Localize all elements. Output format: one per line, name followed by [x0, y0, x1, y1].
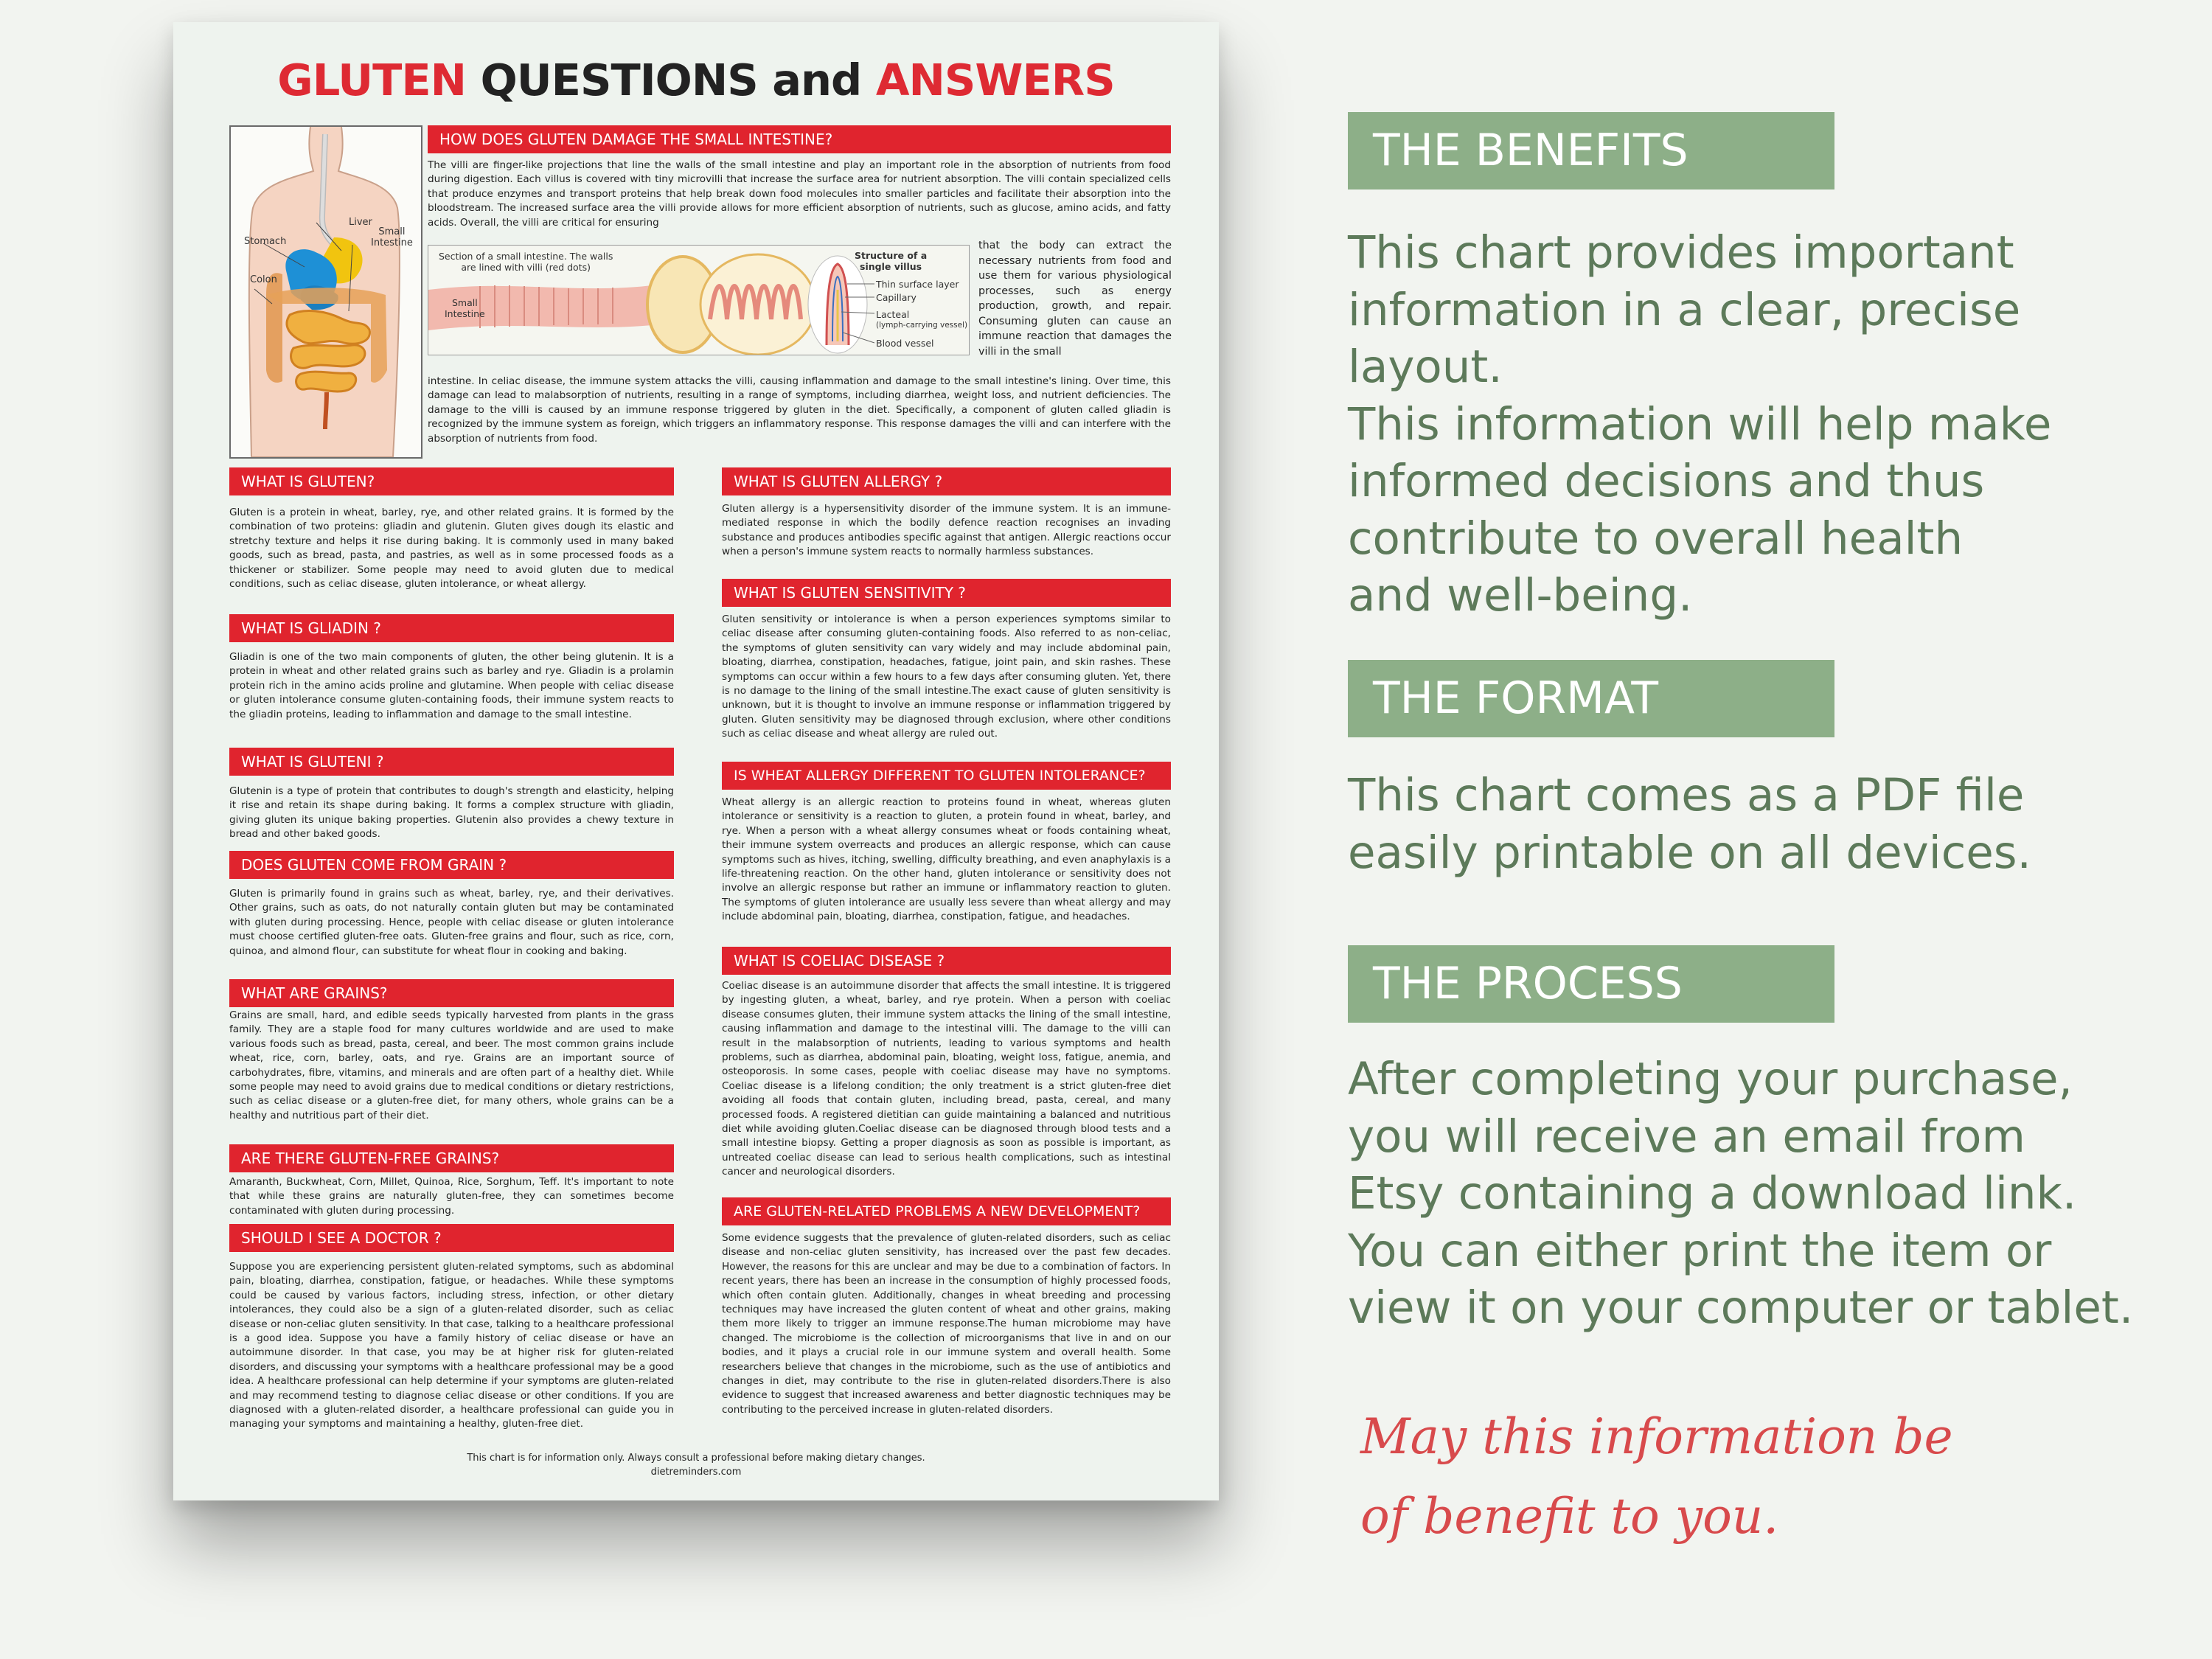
text-gluten-sensitivity: Gluten sensitivity or intolerance is when a person experiences symptoms similar to celiac disease after consuming gluten-containing foods. Also referred to as non-celiac, the symptoms of gluten sensitivity can vary widely and may include abdominal pain, bloating, diarrhea, constipation, headaches, fatigue, joint pain, and skin rashes. These symptoms can occur within a few hours to a few days after consuming gluten. Yet, there is no damage to the lining of the small intestine.The exact cause of gluten sensitivity is unknown, but it is thought to involve an immune response or inflammation triggered by gluten. Gluten sensitivity may be diagnosed through exclusion, where other conditions such as celiac disease and wheat allergy are ruled out.: [722, 613, 1171, 740]
text-gluten-from-grain: Gluten is primarily found in grains such as wheat, barley, rye, and their derivatives. Other grains, such as oats, do not naturally contain gluten but may be contaminated with gluten during processing. Hence, people with celiac disease or gluten intolerance must choose certified gluten-free oats. Gluten-free grains and flour, such as rice, corn, quinoa, and almond flour, can substitute for wheat flour in cooking and baking.: [229, 888, 674, 957]
heading-coeliac-disease: WHAT IS COELIAC DISEASE ?: [722, 947, 1171, 975]
heading-gluten-free-grains: ARE THERE GLUTEN-FREE GRAINS?: [229, 1144, 674, 1172]
label-lacteal-note: (lymph-carrying vessel): [876, 321, 968, 330]
text-what-are-grains: Grains are small, hard, and edible seeds typically harvested from plants in the grass family. They are a staple food for many cultures worldwide and are used to make various foods such as bread, pasta, cereal, and beer. The most common grains include wheat, rice, corn, barley, oats, and rye. Grains are an important source of carbohydrates, fibre, vitamins, and minerals and are often part of a healthy diet. While some people may need to avoid grains due to medical conditions or dietary restrictions, such as celiac disease or a gluten-free diet, for many others, whole grains can be a healthy and nutritious part of their diet.: [229, 1009, 674, 1121]
label-blood-vessel: Blood vessel: [876, 338, 934, 349]
format-heading: THE FORMAT: [1348, 660, 1834, 737]
text-what-is-gliadin: Gliadin is one of the two main components of gluten, the other being glutenin. It is a protein in wheat and other related grains such as barley and rye. Gliadin is a prolamin protein rich in the amino acids proline and glutamine. When people with celiac disease or gluten intolerance consume gluten-containing foods, their immune system reacts to the gliadin proteins, leading to inflammation and damage to the small intestine.: [229, 651, 674, 720]
label-thin-surface: Thin surface layer: [876, 279, 959, 290]
text-what-is-glutenin: Glutenin is a type of protein that contributes to dough's strength and elasticity, helping it rise and retain its shape during baking. It forms a complex structure with gliadin, giving gluten its unique baking properties. Glutenin also provides a chewy texture in bread and other baked goods.: [229, 785, 674, 841]
label-colon: Colon: [250, 274, 277, 285]
text-new-development: Some evidence suggests that the prevalence of gluten-related disorders, such as celiac disease and non-celiac gluten sensitivity, has increased over the past few decades. However, the reasons for this are unclear and may be due to a combination of factors. In recent years, there has been an increase in the consumption of highly processed foods, which often contain gluten. Additionally, changes in wheat breeding and processing techniques may have increased the gluten content of wheat and other grains, making them more likely to trigger an immune response.The human microbiome may have changed. The microbiome is the collection of microorganisms that live in and on our bodies, and it plays a crucial role in our immune system and overall health. Some researchers believe that changes in the microbiome, such as the use of antibiotics and changes in diet, may contribute to the rise in gluten-related disorders.There is also evidence to suggest that increased awareness and better diagnostic techniques may be contributing to the perceived increase in gluten-related disorders.: [722, 1232, 1171, 1416]
label-small-intestine-2: Small Intestine: [445, 297, 485, 319]
heading-gluten-sensitivity: WHAT IS GLUTEN SENSITIVITY ?: [722, 579, 1171, 607]
label-capillary: Capillary: [876, 292, 917, 303]
title-word-gluten: GLUTEN: [277, 55, 467, 105]
label-stomach: Stomach: [244, 236, 287, 247]
heading-what-are-grains: WHAT ARE GRAINS?: [229, 979, 674, 1007]
poster-title: [173, 55, 1219, 105]
heading-new-development: ARE GLUTEN-RELATED PROBLEMS A NEW DEVELOPMENT?: [722, 1197, 1171, 1225]
label-section-of-intestine: Section of a small intestine. The walls are lined with villi (red dots): [439, 251, 613, 273]
text-gluten-allergy: Gluten allergy is a hypersensitivity disorder of the immune system. It is an immune-mediated response in which the bodily defence reaction recognises an invading substance and produces antibodies specific against that antigen. Allergic reactions occur when a person's immune system reacts to normally harmless substances.: [722, 503, 1171, 558]
heading-what-is-gliadin: WHAT IS GLIADIN ?: [229, 614, 674, 642]
title-word-answers: ANSWERS: [875, 55, 1115, 105]
digestive-system-illustration: [229, 125, 422, 459]
process-text: After completing your purchase, you will receive an email from Etsy containing a download link. You can either print the item or view it on your computer or tablet.: [1348, 1053, 2134, 1334]
intro-text-top: The villi are finger-like projections that line the walls of the small intestine and play an important role in the absorption of nutrients from food during digestion. Each villus is covered with tiny microvilli that increase the surface area for nutrient absorption. The villi contain specialized cells that produce enzymes and transport proteins that help break down food molecules into smaller particles and facilitate their absorption into the bloodstream. The increased surface area the villi provide allows for more efficient absorption of nutrients, such as glucose, amino acids, and fatty acids. Overall, the villi are critical for ensuring: [428, 159, 1171, 229]
heading-wheat-allergy-vs-intolerance: IS WHEAT ALLERGY DIFFERENT TO GLUTEN INTOLERANCE?: [722, 762, 1171, 790]
heading-gluten-allergy: WHAT IS GLUTEN ALLERGY ?: [722, 467, 1171, 495]
label-lacteal: Lacteal: [876, 309, 910, 320]
intro-text-bottom: intestine. In celiac disease, the immune system attacks the villi, causing inflammation and damage to the small intestine's lining. Over time, this damage can lead to malabsorption of nutrients, resulting in a range of symptoms, including diarrhea, weight loss, and nutrient deficiencies. The damage to the villi is caused by an immune response triggered by gluten in the diet. Specifically, a component of gluten called gliadin is recognized by the immune system as foreign, which triggers an inflammatory response. This response damages the villi and can interfere with the absorption of nutrients from food.: [428, 375, 1171, 445]
text-gluten-free-grains: Amaranth, Buckwheat, Corn, Millet, Quinoa, Rice, Sorghum, Teff. It's important to note that while these grains are naturally gluten-free, they can sometimes become contaminated with gluten during processing.: [229, 1176, 674, 1217]
heading-see-a-doctor: SHOULD I SEE A DOCTOR ?: [229, 1224, 674, 1252]
text-what-is-gluten: Gluten is a protein in wheat, barley, rye, and other related grains. It is formed by the combination of two proteins: gliadin and glutenin. Gluten gives dough its elastic and stretchy texture and helps it rise during baking. It is commonly used in many baked goods, such as bread, pasta, and pastries, as well as in some processed foods as a thickener or stabilizer. Some people may need to avoid gluten due to medical conditions, such as celiac disease, gluten intolerance, or wheat allergy.: [229, 507, 674, 591]
heading-what-is-glutenin: WHAT IS GLUTENI ?: [229, 748, 674, 776]
closing-message: May this information be of benefit to you.: [1360, 1408, 1953, 1545]
villi-illustration: [428, 245, 970, 355]
format-text: This chart comes as a PDF file easily printable on all devices.: [1348, 769, 2031, 879]
footer-disclaimer: This chart is for information only. Always consult a professional before making dietary changes.: [467, 1453, 925, 1464]
intro-text-side: that the body can extract the necessary nutrients from food and use them for various physiological processes, such as energy production, growth, and repair. Consuming gluten can cause an immune reaction that damages the villi in the small: [978, 240, 1172, 358]
gluten-poster: [173, 22, 1219, 1500]
text-see-a-doctor: Suppose you are experiencing persistent gluten-related symptoms, such as abdominal pain, bloating, diarrhea, constipation, fatigue, or headaches. While these symptoms could be caused by various factors, including stress, infection, or other dietary intolerances, they could also be a sign of a gluten-related disorder, such as celiac disease or non-celiac gluten sensitivity. In that case, talking to a healthcare professional is a good idea. Suppose you have a family history of celiac disease or have an autoimmune disorder. In that case, you may be at higher risk for gluten-related disorders, and discussing your symptoms with a healthcare professional may be a good idea. A healthcare professional can help determine if your symptoms are gluten-related and may recommend testing to diagnose celiac disease or other conditions. If you are diagnosed with a gluten-related disorder, a healthcare professional can guide you in managing your symptoms and maintaining a healthy, gluten-free diet.: [229, 1261, 674, 1430]
heading-gluten-from-grain: DOES GLUTEN COME FROM GRAIN ?: [229, 851, 674, 879]
benefits-heading: THE BENEFITS: [1348, 112, 1834, 189]
label-small-intestine: Small Intestine: [371, 226, 413, 248]
process-heading: THE PROCESS: [1348, 945, 1834, 1023]
body-svg: [231, 127, 421, 457]
label-liver: Liver: [349, 217, 372, 228]
text-coeliac-disease: Coeliac disease is an autoimmune disorder that affects the small intestine. It is triggered by ingesting gluten, a wheat, barley, and rye protein. When a person with coeliac disease consumes gluten, their immune system attacks the lining of the small intestine, causing inflammation and damage to the intestinal villi. The damage to the villi can result in the malabsorption of nutrients, leading to various symptoms and health problems, such as diarrhea, abdominal pain, bloating, weight loss, fatigue, anemia, and osteoporosis. In some cases, people with coeliac disease may have no symptoms. Coeliac disease is a lifelong condition; the only treatment is a strict gluten-free diet avoiding all foods that contain gluten, including bread, pasta, cereal, and many processed foods. A registered dietitian can guide maintaining a balanced and nutritious diet while avoiding gluten.Coeliac disease can be diagnosed through blood tests and a small intestine biopsy. Getting a proper diagnosis as soon as possible is important, as untreated coeliac disease can lead to serious health complications, such as intestinal cancer and neurological disorders.: [722, 980, 1171, 1178]
benefits-text: This chart provides important information in a clear, precise layout. This information will help make informed decisions and thus contribute to overall health and well-being.: [1348, 226, 2052, 622]
footer-website: dietreminders.com: [650, 1467, 742, 1478]
heading-how-gluten-damages: HOW DOES GLUTEN DAMAGE THE SMALL INTESTINE?: [428, 125, 1171, 153]
heading-what-is-gluten: WHAT IS GLUTEN?: [229, 467, 674, 495]
text-wheat-allergy-vs-intolerance: Wheat allergy is an allergic reaction to proteins found in wheat, whereas gluten intolerance or sensitivity is a reaction to gluten, a protein found in wheat, barley, and rye. When a person with a wheat allergy consumes wheat or foods containing wheat, their immune system overreacts and produces an allergic response, which can cause symptoms such as hives, itching, swelling, difficulty breathing, and even anaphylaxis is a life-threatening reaction. On the other hand, gluten intolerance or sensitivity does not involve an allergic response but rather an immune or inflammatory reaction to gluten. The symptoms of gluten intolerance are usually less severe than wheat allergy and may include abdominal pain, bloating, diarrhea, constipation, fatigue, and headaches.: [722, 796, 1171, 923]
title-word-questions: QUESTIONS and: [480, 55, 862, 105]
label-structure-villus: Structure of a single villus: [855, 250, 928, 272]
